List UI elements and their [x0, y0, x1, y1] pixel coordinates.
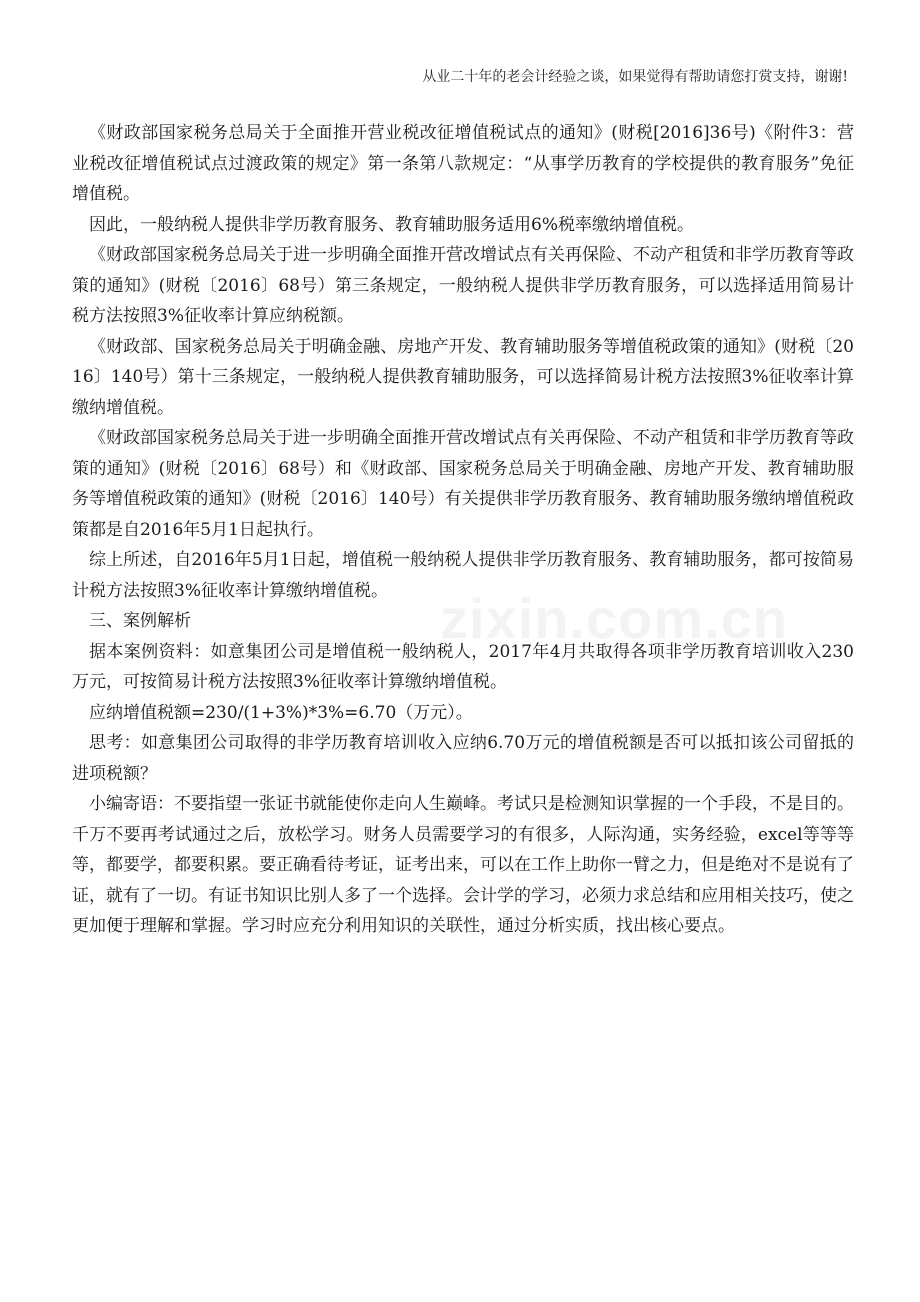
paragraph-policy-68: 《财政部国家税务总局关于进一步明确全面推开营改增试点有关再保险、不动产租赁和非学历教育等政策的通知》(财税〔2016〕68号）第三条规定，一般纳税人提供非学历教育服务，可以选择适用简易计税方法按照3%征收率计算应纳税额。 [72, 245, 854, 326]
paragraph-question: 思考：如意集团公司取得的非学历教育培训收入应纳6.70万元的增值税额是否可以抵扣该公司留抵的进项税额？ [72, 733, 854, 784]
paragraph-therefore: 因此，一般纳税人提供非学历教育服务、教育辅助服务适用6%税率缴纳增值税。 [89, 214, 694, 235]
paragraph-editor-note: 小编寄语：不要指望一张证书就能使你走向人生巅峰。考试只是检测知识掌握的一个手段，不是目的。千万不要再考试通过之后，放松学习。财务人员需要学习的有很多，人际沟通，实务经验，excel等等等等，都要学，都要积累。要正确看待考证，证考出来，可以在工作上助你一臂之力，但是绝对不是说有了证，就有了一切。有证书知识比别人多了一个选择。会计学的学习，必须力求总结和应用相关技巧，使之更加便于理解和掌握。学习时应充分利用知识的关联性，通过分析实质，找出核心要点。 [72, 794, 854, 936]
paragraph-summary: 综上所述，自2016年5月1日起，增值税一般纳税人提供非学历教育服务、教育辅助服务，都可按简易计税方法按照3%征收率计算缴纳增值税。 [72, 550, 854, 601]
paragraph-case-data: 据本案例资料：如意集团公司是增值税一般纳税人，2017年4月共取得各项非学历教育培训收入230万元，可按简易计税方法按照3%征收率计算缴纳增值税。 [72, 641, 854, 692]
paragraph-effective-date: 《财政部国家税务总局关于进一步明确全面推开营改增试点有关再保险、不动产租赁和非学历教育等政策的通知》(财税〔2016〕68号）和《财政部、国家税务总局关于明确金融、房地产开发、教育辅助服务等增值税政策的通知》(财税〔2016〕140号）有关提供非学历教育服务、教育辅助服务缴纳增值税政策都是自2016年5月1日起执行。 [72, 428, 854, 540]
paragraph-calculation: 应纳增值税额=230/(1+3%)*3%=6.70（万元）。 [89, 702, 473, 723]
paragraph-policy-36: 《财政部国家税务总局关于全面推开营业税改征增值税试点的通知》(财税[2016]36号)《附件3：营业税改征增值税试点过渡政策的规定》第一条第八款规定：“从事学历教育的学校提供的教育服务”免征增值税。 [72, 123, 854, 204]
document-body [72, 118, 854, 942]
section-heading-case-analysis: 三、案例解析 [89, 611, 191, 631]
paragraph-policy-140: 《财政部、国家税务总局关于明确金融、房地产开发、教育辅助服务等增值税政策的通知》(财税〔2016〕140号）第十三条规定，一般纳税人提供教育辅助服务，可以选择简易计税方法按照3%征收率计算缴纳增值税。 [72, 336, 854, 418]
header-note: 从业二十年的老会计经验之谈，如果觉得有帮助请您打赏支持，谢谢! [422, 69, 848, 85]
